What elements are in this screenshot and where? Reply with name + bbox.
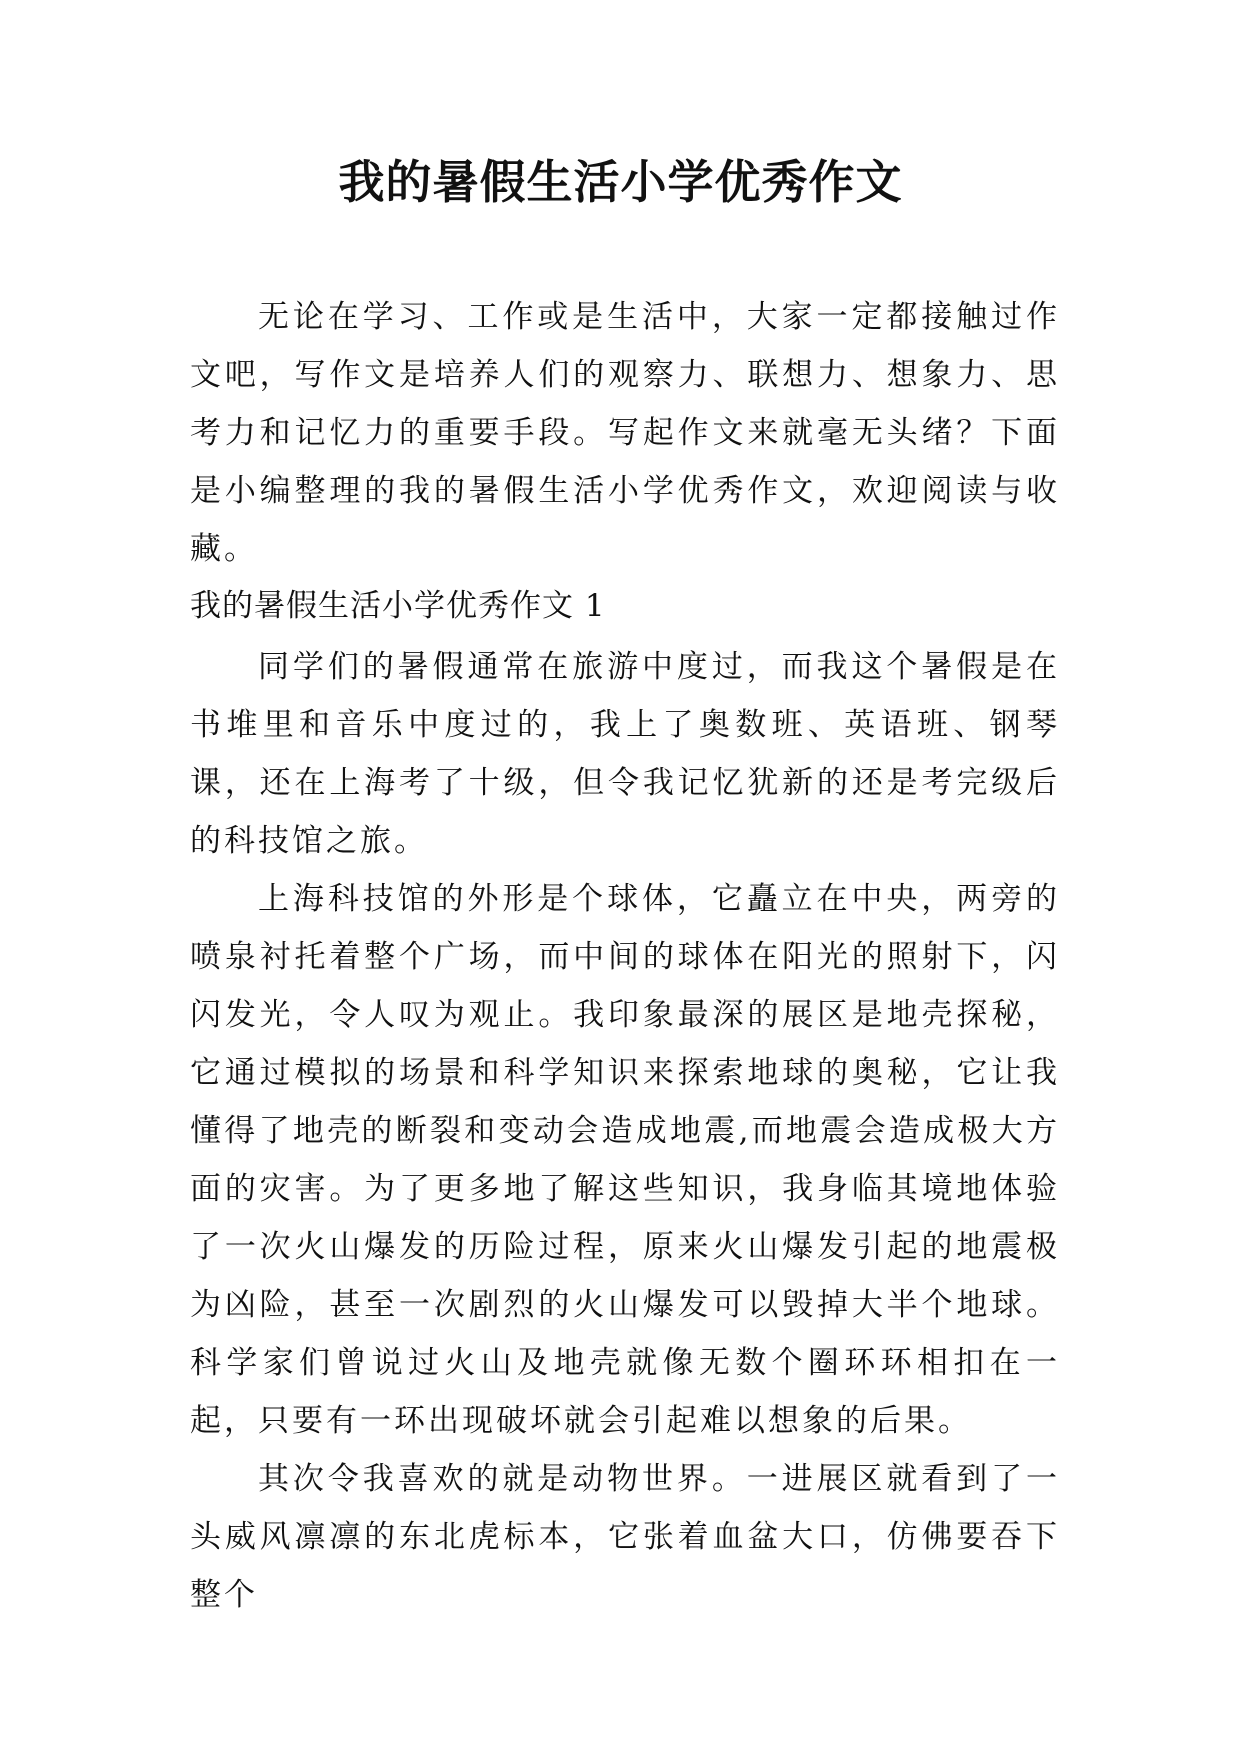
section-heading: 我的暑假生活小学优秀作文 1 <box>190 588 606 624</box>
essay-paragraph-2: 上海科技馆的外形是个球体，它矗立在中央，两旁的喷泉衬托着整个广场，而中间的球体在阳光的照射下，闪闪发光，令人叹为观止。我印象最深的展区是地壳探秘，它通过模拟的场景和科学知识来探索地球的奥秘，它让我懂得了地壳的断裂和变动会造成地震,而地震会造成极大方面的灾害。为了更多地了解这些知识，我身临其境地体验了一次火山爆发的历险过程，原来火山爆发引起的地震极为凶险，甚至一次剧烈的火山爆发可以毁掉大半个地球。科学家们曾说过火山及地壳就像无数个圈环环相扣在一起，只要有一环出现破坏就会引起难以想象的后果。 <box>190 881 1060 1439</box>
intro-paragraph: 无论在学习、工作或是生活中，大家一定都接触过作文吧，写作文是培养人们的观察力、联想力、想象力、思考力和记忆力的重要手段。写起作文来就毫无头绪？下面是小编整理的我的暑假生活小学优秀作文，欢迎阅读与收藏。 <box>190 299 1060 567</box>
essay-paragraph-1: 同学们的暑假通常在旅游中度过，而我这个暑假是在书堆里和音乐中度过的，我上了奥数班、英语班、钢琴课，还在上海考了十级，但令我记忆犹新的还是考完级后的科技馆之旅。 <box>190 649 1060 859</box>
intro-block <box>190 288 1060 578</box>
essay-body <box>190 638 1060 1624</box>
essay-paragraph-3: 其次令我喜欢的就是动物世界。一进展区就看到了一头威风凛凛的东北虎标本，它张着血盆大口，仿佛要吞下整个 <box>190 1461 1060 1613</box>
document-title: 我的暑假生活小学优秀作文 <box>338 155 903 209</box>
